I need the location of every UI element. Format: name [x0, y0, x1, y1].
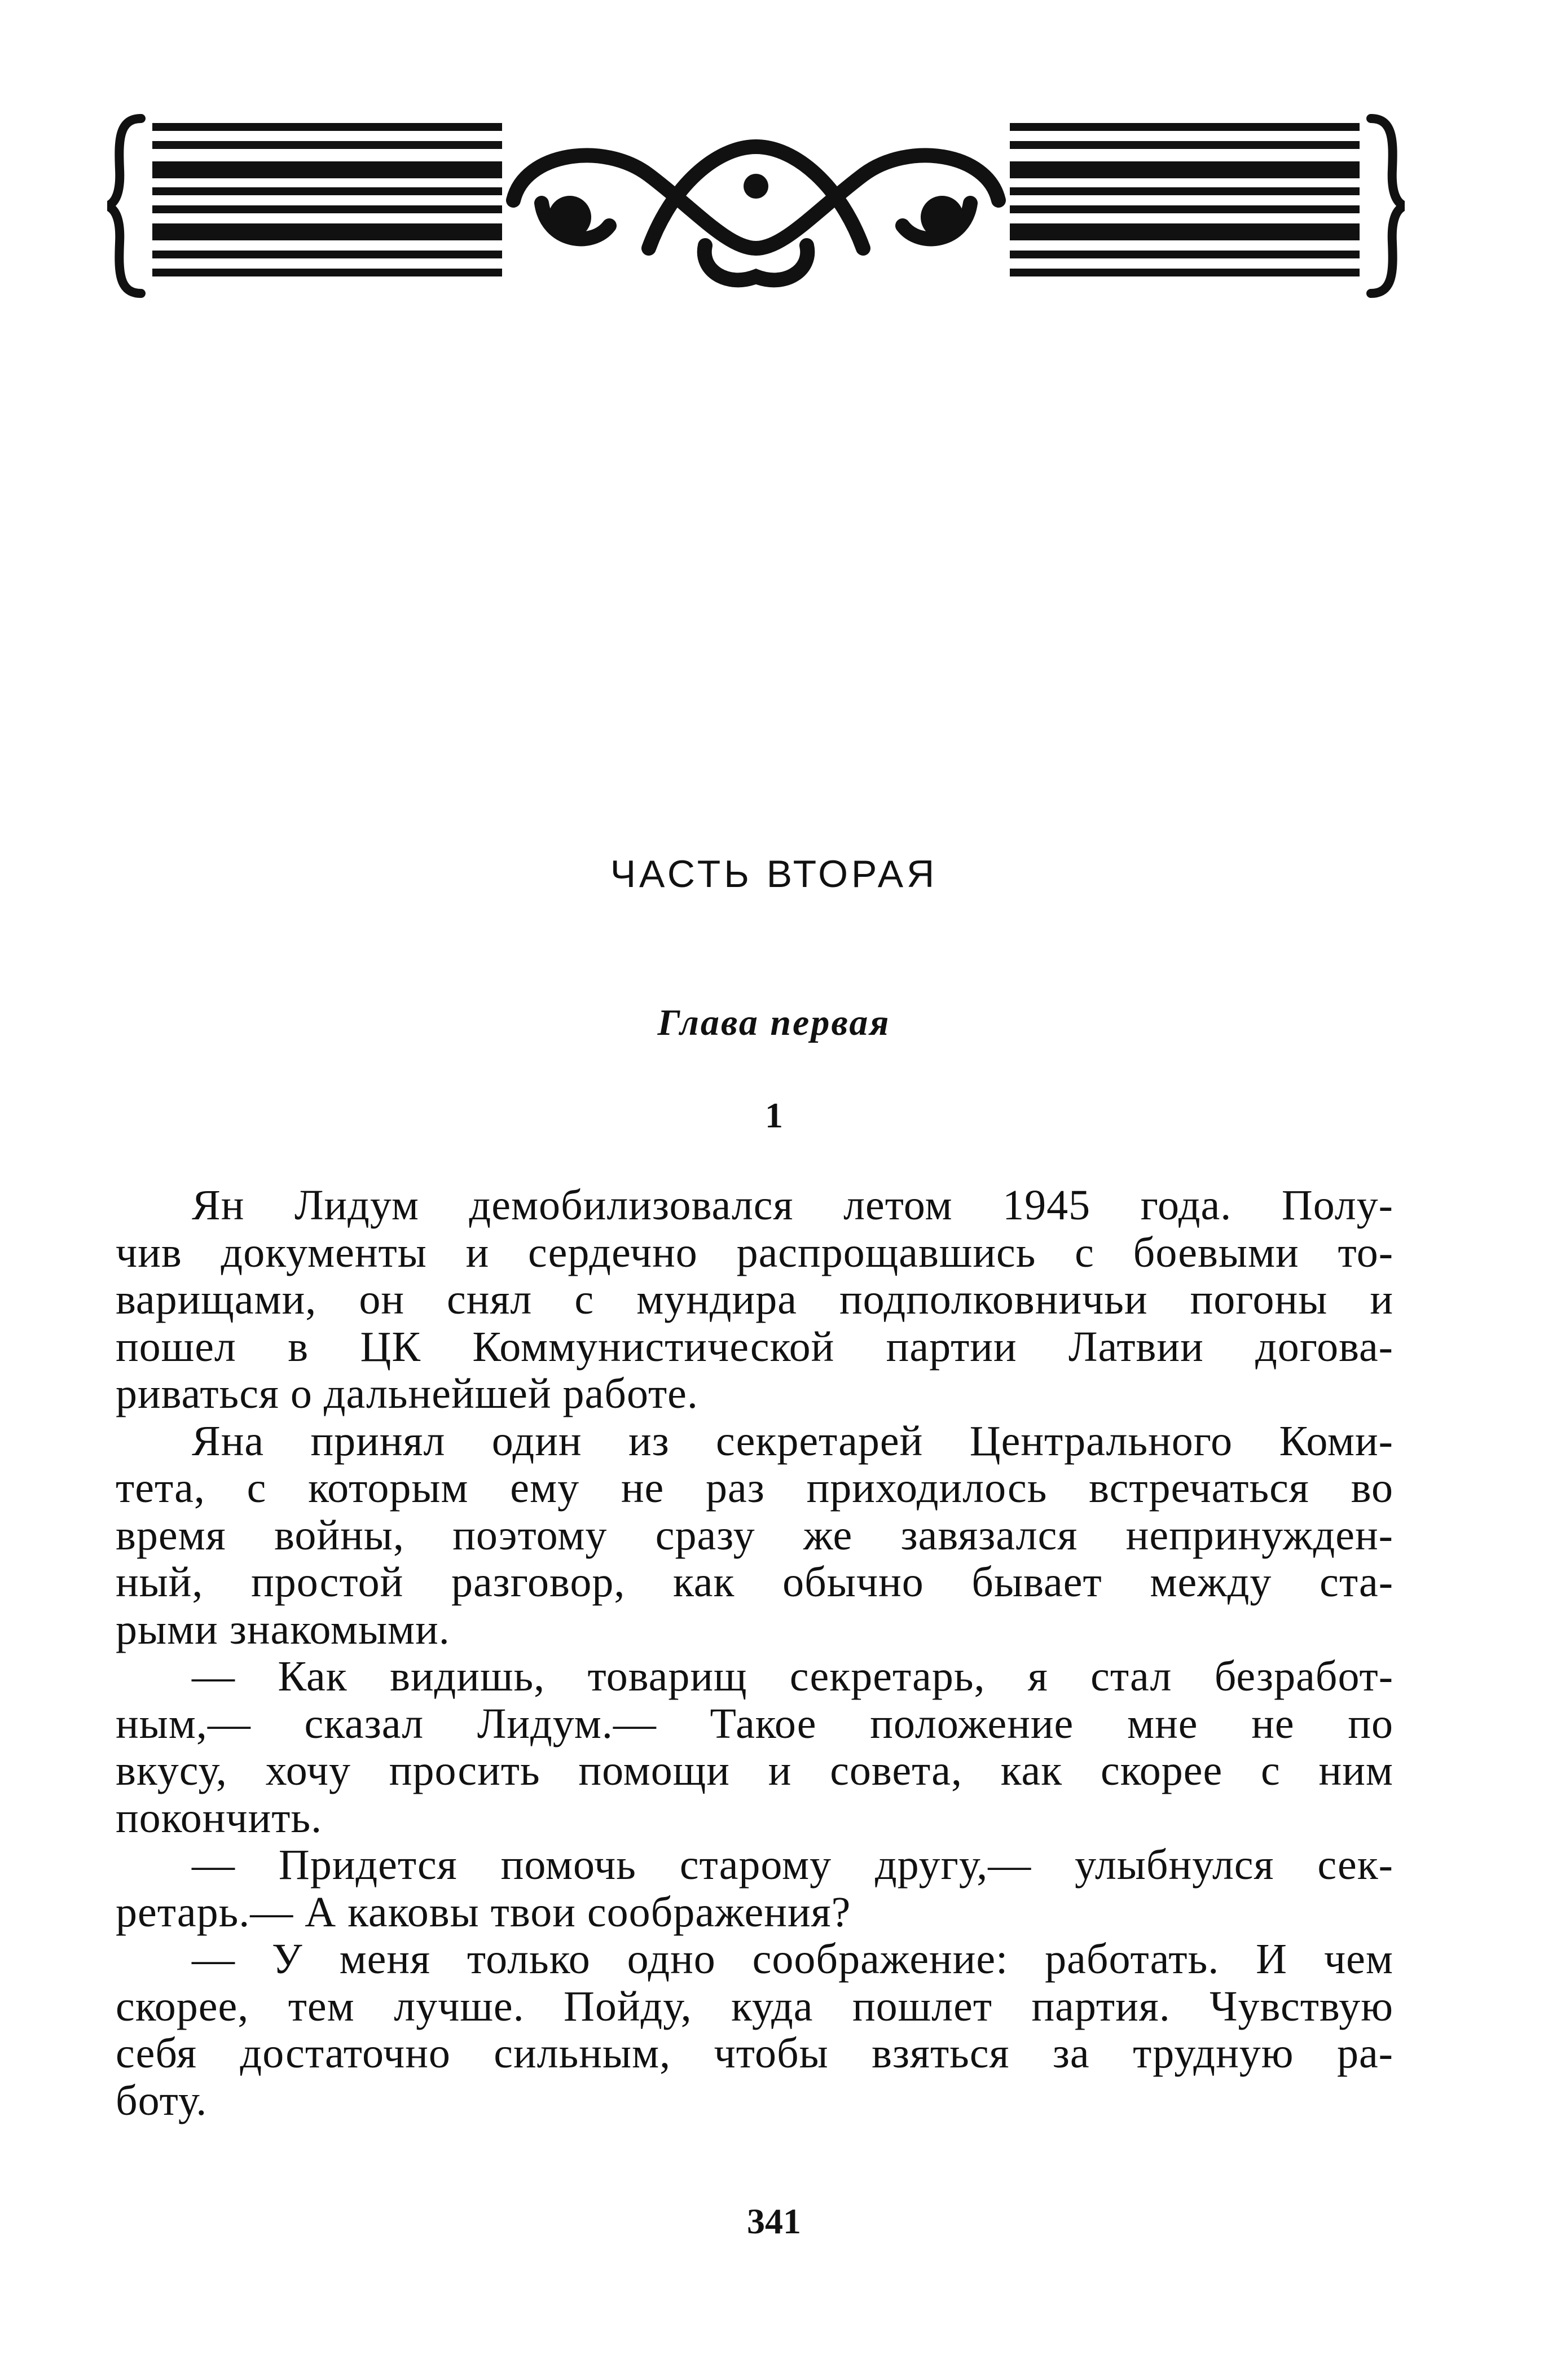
text-line: ретарь.— А каковы твои соображения?: [116, 1888, 851, 1936]
text-line: скорее, тем лучше. Пойду, куда пошлет партия. Чувствую: [116, 1982, 1393, 2030]
decorative-scroll-border-icon: [107, 107, 1405, 305]
text-line: риваться о дальнейшей работе.: [116, 1370, 698, 1417]
text-line: вкусу, хочу просить помощи и совета, как скорее с ним: [116, 1747, 1393, 1794]
page-number: 341: [747, 2201, 801, 2241]
text-line: ным,— сказал Лидум.— Такое положение мне не по: [116, 1700, 1393, 1747]
text-line: себя достаточно сильным, чтобы взяться за трудную ра-: [116, 2030, 1393, 2077]
text-line: покончить.: [116, 1794, 323, 1842]
text-line: — У меня только одно соображение: работать. И чем: [192, 1935, 1393, 1983]
text-line: — Придется помочь старому другу,— улыбнулся сек-: [192, 1841, 1393, 1889]
text-line: пошел в ЦК Коммунистической партии Латвии догова-: [116, 1323, 1393, 1371]
text-line: тета, с которым ему не раз приходилось встречаться во: [116, 1464, 1393, 1512]
text-line: — Как видишь, товарищ секретарь, я стал безработ-: [192, 1653, 1393, 1700]
text-line: ный, простой разговор, как обычно бывает между ста-: [116, 1558, 1393, 1606]
section-number: 1: [765, 1095, 783, 1135]
text-line: чив документы и сердечно распрощавшись с боевыми то-: [116, 1228, 1393, 1276]
text-line: Ян Лидум демобилизовался летом 1945 года. Полу-: [192, 1182, 1393, 1229]
text-line: боту.: [116, 2076, 208, 2124]
text-line: рыми знакомыми.: [116, 1605, 450, 1653]
part-title: ЧАСТЬ ВТОРАЯ: [610, 853, 938, 895]
chapter-title: Глава первая: [657, 1002, 891, 1043]
text-line: время войны, поэтому сразу же завязался непринужден-: [116, 1511, 1393, 1559]
body-text: [116, 1182, 1393, 2124]
text-line: варищами, он снял с мундира подполковничьи погоны и: [116, 1276, 1393, 1323]
text-line: Яна принял один из секретарей Центрального Коми-: [192, 1417, 1393, 1465]
